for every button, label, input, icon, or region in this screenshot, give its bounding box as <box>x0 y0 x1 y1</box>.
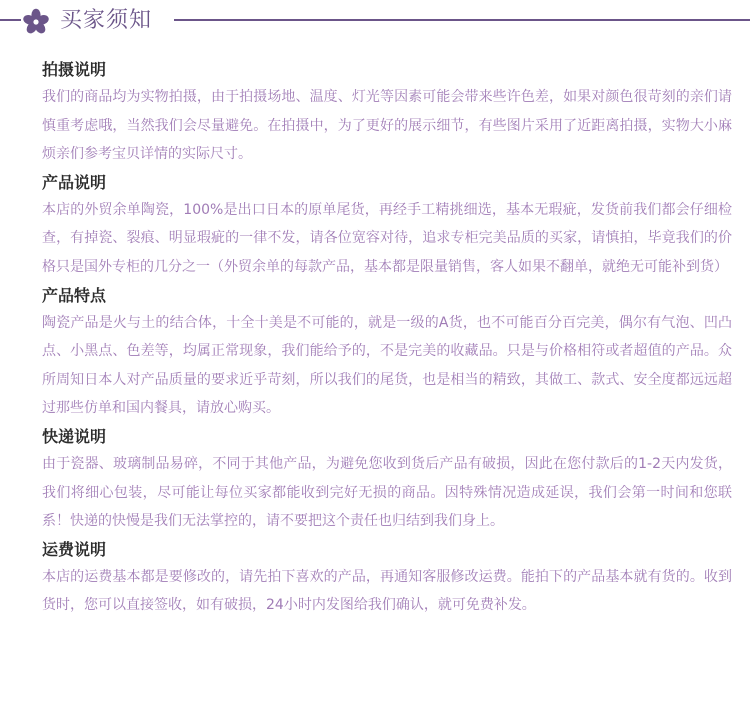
section-shipping <box>42 424 732 536</box>
section-product-description <box>42 170 732 282</box>
flower-icon <box>21 6 51 36</box>
section-body: 陶瓷产品是火与土的结合体，十全十美是不可能的，就是一级的A货，也不可能百分百完美，偶尔有气泡、凹凸点、小黑点、色差等，均属正常现象，我们能给予的，不是完美的收藏品。只是与价格相符或者超值的产品。众所周知日本人对产品质量的要求近乎苛刻，所以我们的尾货，也是相当的精致，其做工、款式、安全度都远远超过那些仿单和国内餐具，请放心购买。 <box>42 314 732 417</box>
page-title: 买家须知 <box>60 8 153 33</box>
section-body: 我们的商品均为实物拍摄，由于拍摄场地、温度、灯光等因素可能会带来些许色差，如果对颜色很苛刻的亲们请慎重考虑哦，当然我们会尽量避免。在拍摄中，为了更好的展示细节，有些图片采用了近距离拍摄，实物大小麻烦亲们参考宝贝详情的实际尺寸。 <box>42 89 732 163</box>
section-title: 运费说明 <box>42 539 107 559</box>
section-title: 产品特点 <box>42 285 107 305</box>
header-divider-left <box>0 19 21 21</box>
section-title: 拍摄说明 <box>42 60 107 79</box>
section-body: 本店的运费基本都是要修改的，请先拍下喜欢的产品，再通知客服修改运费。能拍下的产品基本就有货的。收到货时，您可以直接签收，如有破损，24小时内发图给我们确认，就可免费补发。 <box>42 568 732 614</box>
section-body: 由于瓷器、玻璃制品易碎，不同于其他产品，为避免您收到货后产品有破损，因此在您付款后的1-2天内发货，我们将细心包装，尽可能让每位买家都能收到完好无损的商品。因特殊情况造成延误，我们会第一时间和您联系！快递的快慢是我们无法掌控的，请不要把这个责任也归结到我们身上。 <box>42 455 732 530</box>
section-title: 快递说明 <box>42 426 107 446</box>
section-photography <box>42 57 732 169</box>
section-product-features <box>42 283 732 423</box>
section-title: 产品说明 <box>42 172 107 192</box>
section-body: 本店的外贸余单陶瓷，100%是出口日本的原单尾货，再经手工精挑细选，基本无瑕疵，发货前我们都会仔细检查，有掉瓷、裂痕、明显瑕疵的一律不发，请各位宽容对待，追求专柜完美品质的买家，请慎拍，毕竟我们的价格只是国外专柜的几分之一（外贸余单的每款产品，基本都是限量销售，客人如果不翻单，就绝无可能补到货） <box>42 201 732 275</box>
section-shipping-fee <box>42 537 732 620</box>
notice-header <box>0 0 750 40</box>
header-divider-right <box>174 19 750 21</box>
notice-content <box>42 57 732 621</box>
